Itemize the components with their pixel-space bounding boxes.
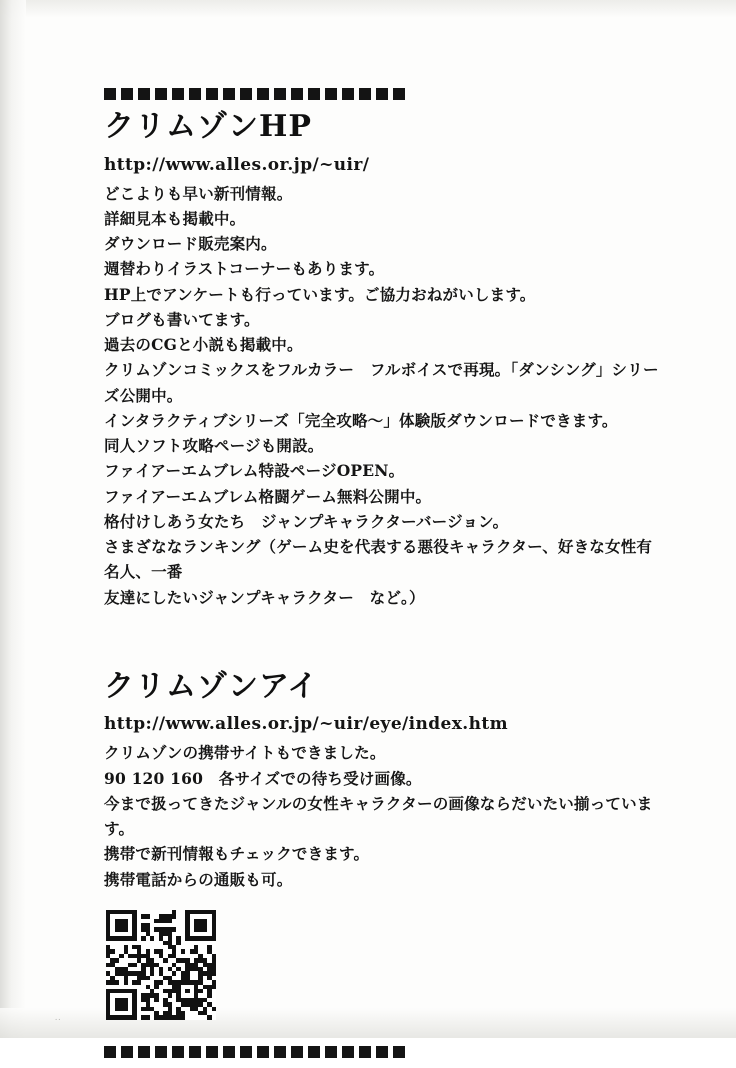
list-item: 過去のCGと小説も掲載中。 [104, 335, 303, 354]
list-item: 携帯電話からの通販も可。 [104, 869, 293, 889]
list-item: 90 120 160 各サイズでの待ち受け画像。 [104, 768, 422, 788]
rule-square [189, 88, 201, 100]
list-item: 週替わりイラストコーナーもあります。 [104, 259, 385, 279]
rule-square [291, 1046, 303, 1058]
rule-square [342, 88, 354, 100]
list-item: 詳細見本も掲載中。 [104, 208, 246, 228]
section-title-crimson-eye: クリムゾンアイ [104, 668, 319, 704]
list-item: インタラクティブシリーズ「完全攻略～」体験版ダウンロードできます。 [104, 410, 618, 430]
list-item: どこよりも早い新刊情報。 [104, 183, 293, 203]
rule-square [172, 1046, 184, 1058]
section-url-crimson-hp[interactable]: http://www.alles.or.jp/~uir/ [104, 154, 370, 175]
rule-square [223, 88, 235, 100]
rule-square [325, 88, 337, 100]
list-item: 今まで扱ってきたジャンルの女性キャラクターの画像ならだいたい揃っています。 [104, 793, 653, 838]
rule-square [172, 88, 184, 100]
section-gap [104, 610, 664, 666]
page-corner-mark: .. [55, 1012, 62, 1022]
rule-square [240, 1046, 252, 1058]
top-square-rule [104, 88, 664, 100]
rule-square [138, 88, 150, 100]
section-crimson-eye [104, 670, 664, 1020]
rule-square [342, 1046, 354, 1058]
rule-square [308, 1046, 320, 1058]
section-crimson-hp [104, 110, 664, 610]
rule-square [291, 88, 303, 100]
rule-square [155, 1046, 167, 1058]
rule-square [257, 88, 269, 100]
rule-square [274, 1046, 286, 1058]
rule-square [257, 1046, 269, 1058]
list-item: 友達にしたいジャンプキャラクター など。） [104, 587, 425, 607]
list-item: 同人ソフト攻略ページも開設。 [104, 436, 324, 455]
rule-square [325, 1046, 337, 1058]
rule-square [223, 1046, 235, 1058]
rule-square [121, 1046, 133, 1058]
section-url-crimson-eye[interactable]: http://www.alles.or.jp/~uir/eye/index.htm [104, 714, 509, 735]
list-item: ファイアーエムブレム特設ページOPEN。 [104, 461, 405, 481]
rule-square [393, 88, 405, 100]
page-edge-top [0, 0, 736, 18]
list-item: ファイアーエムブレム格闘ゲーム無料公開中。 [104, 486, 432, 506]
list-item: クリムゾンの携帯サイトもできました。 [104, 743, 386, 763]
rule-square [155, 88, 167, 100]
list-item: さまざななランキング（ゲーム史を代表する悪役キャラクター、好きな女性有名人、一番 [104, 537, 653, 582]
list-item: ダウンロード販売案内。 [104, 234, 277, 253]
qr-code-wrapper [106, 910, 664, 1020]
rule-square [274, 88, 286, 100]
rule-square [393, 1046, 405, 1058]
section-lines-crimson-hp [104, 181, 664, 610]
list-item: HP上でアンケートも行っています。ご協力おねがいします。 [104, 284, 536, 304]
rule-square [359, 1046, 371, 1058]
page-edge-left [0, 0, 26, 1038]
list-item: ブログも書いてます。 [104, 309, 260, 329]
rule-square [308, 88, 320, 100]
rule-square [376, 88, 388, 100]
list-item: 格付けしあう女たち ジャンプキャラクターバージョン。 [104, 511, 509, 531]
rule-square [376, 1046, 388, 1058]
rule-square [206, 1046, 218, 1058]
rule-square [189, 1046, 201, 1058]
rule-square [359, 88, 371, 100]
rule-square [104, 88, 116, 100]
page-content [104, 88, 664, 1068]
list-item: 携帯で新刊情報もチェックできます。 [104, 844, 370, 864]
list-item: クリムゾンコミックスをフルカラー フルボイスで再現。「ダンシング」シリーズ公開中。 [104, 360, 659, 405]
section-lines-crimson-eye [104, 740, 664, 892]
section-title-crimson-hp: クリムゾンHP [104, 109, 312, 144]
rule-square [138, 1046, 150, 1058]
rule-square [206, 88, 218, 100]
rule-square [240, 88, 252, 100]
rule-square [121, 88, 133, 100]
bottom-square-rule [104, 1046, 664, 1058]
rule-square [104, 1046, 116, 1058]
qr-code[interactable] [106, 910, 216, 1020]
